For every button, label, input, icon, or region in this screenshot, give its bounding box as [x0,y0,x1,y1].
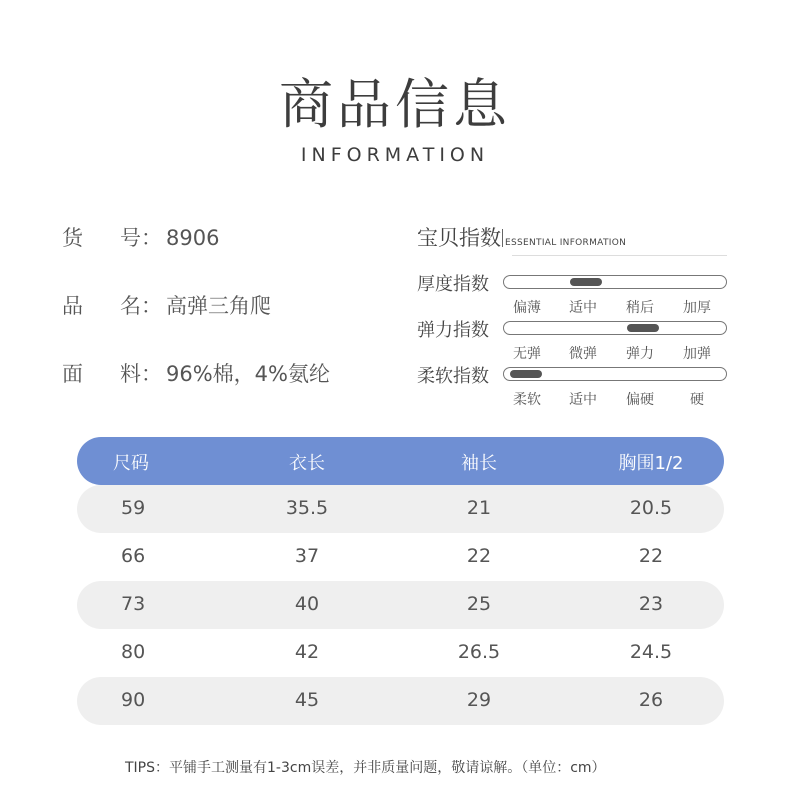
cell-size: 80 [121,641,146,663]
page-subtitle: INFORMATION [300,144,490,166]
index-marker [570,278,602,286]
info-value: 高弹三角爬 [166,294,271,318]
cell-size: 90 [121,689,146,711]
size-table [77,437,724,725]
index-option: 稍后 [626,300,654,316]
index-option: 硬 [690,392,704,408]
info-value: 8906 [166,226,220,250]
info-key-char: 料： [120,362,162,386]
cell-length: 45 [294,689,320,711]
index-track [503,321,727,335]
index-option: 加厚 [683,300,711,316]
cell-length: 40 [294,593,320,615]
info-key-char: 名： [120,294,162,318]
cell-length: 42 [294,641,320,663]
index-option: 适中 [569,392,597,408]
index-options [503,343,729,363]
info-key-char: 货 [62,226,83,250]
index-label: 厚度指数 [417,274,489,295]
header-sleeve: 袖长 [461,453,497,474]
essential-heading [417,222,626,252]
index-option: 加弹 [683,346,711,362]
cell-length: 37 [294,545,320,567]
cell-size: 59 [121,497,146,519]
cell-size: 73 [121,593,146,615]
cell-sleeve: 22 [466,545,492,567]
info-key-char: 面 [62,362,83,386]
index-row [417,270,732,320]
index-option: 柔软 [513,392,541,408]
cell-size: 66 [121,545,146,567]
table-row [77,629,724,677]
header-length: 衣长 [289,453,325,474]
cell-sleeve: 29 [466,689,492,711]
cell-sleeve: 21 [466,497,492,519]
info-item-name [62,290,271,320]
table-row [77,533,724,581]
cell-chest: 24.5 [629,641,673,663]
table-header [77,437,724,485]
index-option: 偏硬 [626,392,654,408]
index-options [503,297,729,317]
index-marker [627,324,659,332]
index-option: 弹力 [626,346,654,362]
header-size: 尺码 [113,453,149,474]
cell-sleeve: 26.5 [457,641,501,663]
index-option: 微弹 [569,346,597,362]
index-option: 偏薄 [513,300,541,316]
cell-chest: 22 [638,545,664,567]
cell-chest: 26 [638,689,664,711]
table-row [77,581,724,629]
info-item-material [62,358,330,388]
index-row [417,316,732,366]
index-track [503,275,727,289]
cell-chest: 23 [638,593,664,615]
info-item-number [62,222,219,252]
index-row [417,362,732,412]
index-marker [510,370,542,378]
index-option: 无弹 [513,346,541,362]
divider [502,229,503,247]
page-title: 商品信息 [279,73,511,136]
divider [512,255,727,256]
info-key-char: 品 [62,294,83,318]
tips-note: TIPS：平铺手工测量有1-3cm误差，并非质量问题，敬请谅解。（单位：cm） [125,760,606,776]
index-option: 适中 [569,300,597,316]
cell-sleeve: 25 [466,593,492,615]
info-key-char: 号： [120,226,162,250]
index-options [503,389,729,409]
index-label: 弹力指数 [417,320,489,341]
index-label: 柔软指数 [417,366,489,387]
table-row [77,485,724,533]
essential-title-en: ESSENTIAL INFORMATION [505,238,627,248]
header-chest: 胸围1/2 [618,453,684,474]
cell-chest: 20.5 [629,497,673,519]
info-value: 96%棉，4%氨纶 [166,362,330,386]
essential-title: 宝贝指数 [417,226,501,250]
cell-length: 35.5 [285,497,329,519]
table-row [77,677,724,725]
index-track [503,367,727,381]
